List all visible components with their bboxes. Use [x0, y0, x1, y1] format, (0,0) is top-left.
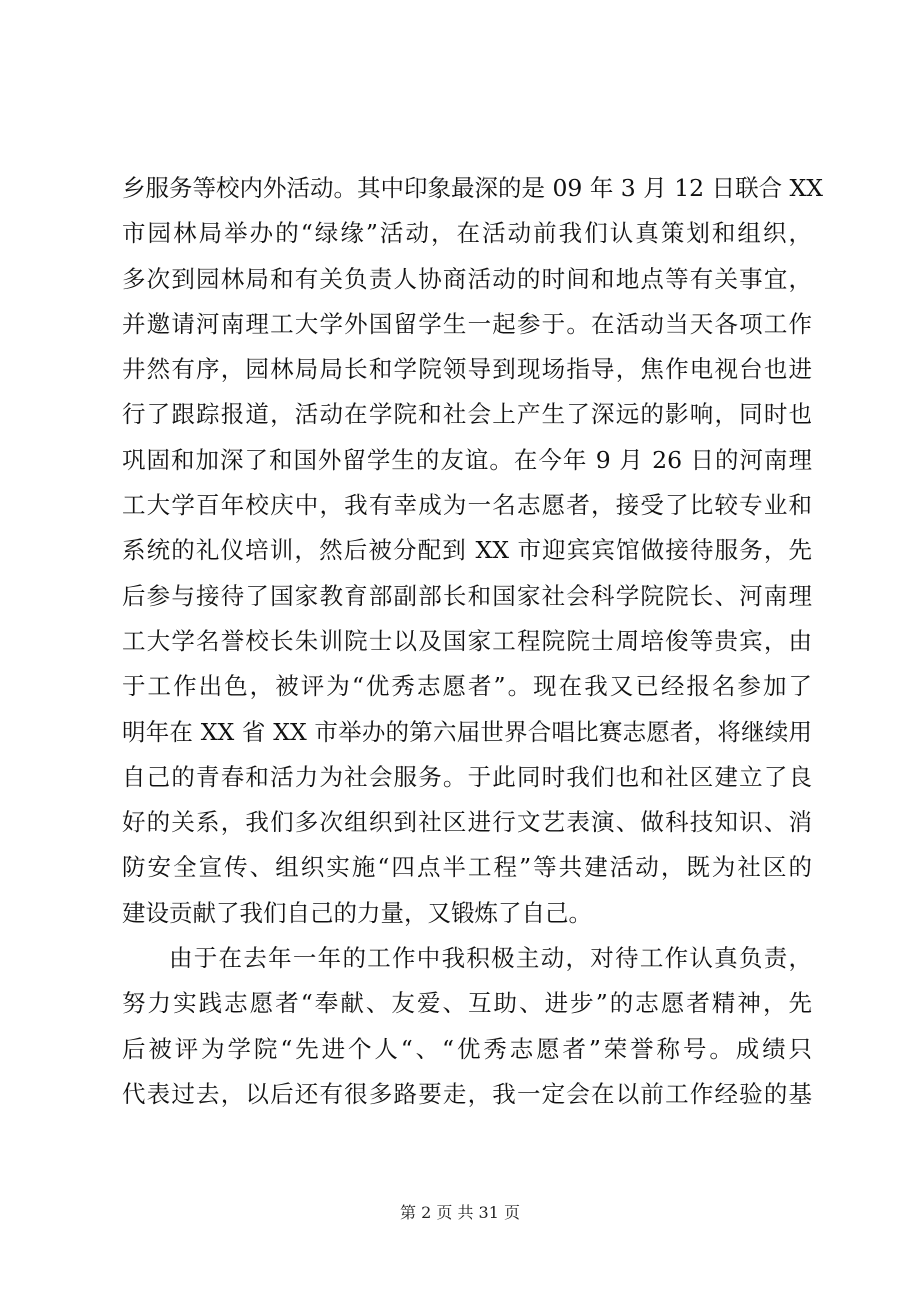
page-number-footer: 第 2 页 共 31 页 [400, 1203, 520, 1222]
text-line: 乡服务等校内外活动。其中印象最深的是 09 年 3 月 12 日联合 XX [122, 174, 824, 202]
text-line: 系统的礼仪培训，然后被分配到 XX 市迎宾宾馆做接待服务，先 [122, 536, 812, 565]
text-line: 工大学名誉校长朱训院士以及国家工程院院士周培俊等贵宾，由 [122, 626, 812, 655]
text-line: 巩固和加深了和国外留学生的友谊。在今年 9 月 26 日的河南理 [122, 445, 812, 474]
text-line: 行了跟踪报道，活动在学院和社会上产生了深远的影响，同时也 [122, 400, 812, 429]
text-line: 市园林局举办的“绿缘”活动，在活动前我们认真策划和组织， [122, 219, 812, 248]
text-line-paragraph-start: 由于在去年一年的工作中我积极主动，对待工作认真负责， [169, 944, 812, 973]
body-text [122, 166, 824, 1117]
text-line: 明年在 XX 省 XX 市举办的第六届世界合唱比赛志愿者，将继续用 [122, 717, 812, 746]
text-line: 代表过去，以后还有很多路要走，我一定会在以前工作经验的基 [122, 1079, 812, 1108]
text-line: 自己的青春和活力为社会服务。于此同时我们也和社区建立了良 [122, 762, 812, 791]
text-line: 防安全宣传、组织实施“四点半工程”等共建活动，既为社区的 [122, 853, 812, 882]
text-line: 并邀请河南理工大学外国留学生一起参于。在活动当天各项工作 [122, 309, 812, 338]
text-line: 努力实践志愿者“奉献、友爱、互助、进步”的志愿者精神，先 [122, 989, 812, 1018]
text-line: 多次到园林局和有关负责人协商活动的时间和地点等有关事宜， [122, 264, 812, 293]
text-line: 后被评为学院“先进个人“、“优秀志愿者”荣誉称号。成绩只 [122, 1034, 812, 1063]
text-line: 于工作出色，被评为“优秀志愿者”。现在我又已经报名参加了 [122, 672, 812, 701]
text-line: 好的关系，我们多次组织到社区进行文艺表演、做科技知识、消 [122, 808, 812, 837]
text-line-paragraph-end: 建设贡献了我们自己的力量，又锻炼了自己。 [122, 898, 592, 927]
text-line: 工大学百年校庆中，我有幸成为一名志愿者，接受了比较专业和 [122, 491, 812, 520]
text-line: 井然有序，园林局局长和学院领导到现场指导，焦作电视台也进 [122, 355, 812, 384]
text-line: 后参与接待了国家教育部副部长和国家社会科学院院长、河南理 [122, 581, 812, 610]
